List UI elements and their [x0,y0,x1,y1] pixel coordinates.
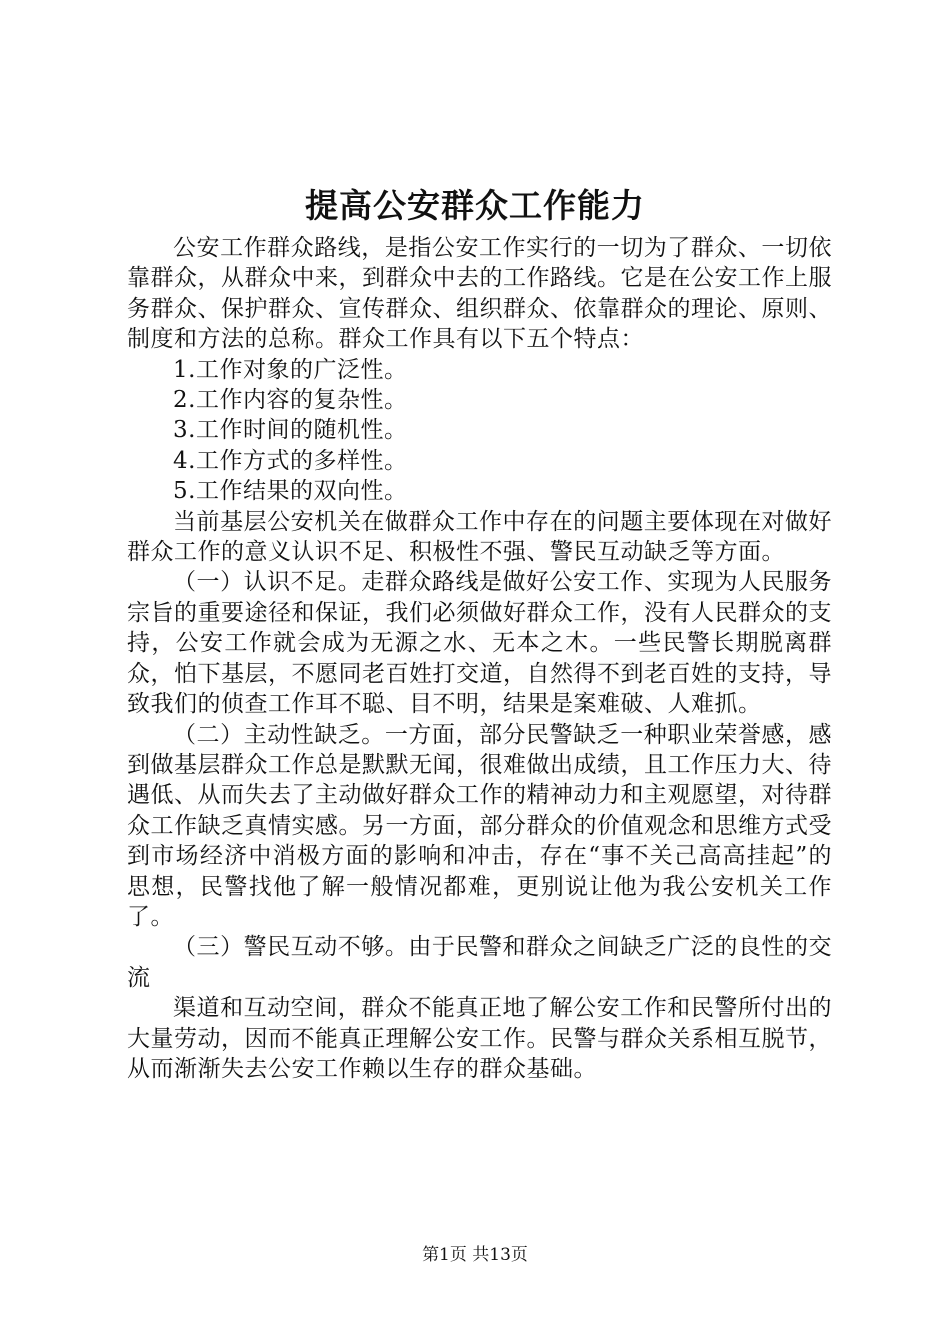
section-3-continuation-paragraph: 渠道和互动空间，群众不能真正地了解公安工作和民警所付出的大量劳动，因而不能真正理解公安工作。民警与群众关系相互脱节，从而渐渐失去公安工作赖以生存的群众基础。 [127,995,832,1082]
feature-item-4: 4.工作方式的多样性。 [173,447,408,474]
section-3-paragraph: （三）警民互动不够。由于民警和群众之间缺乏广泛的良性的交流 [127,934,832,991]
section-1-paragraph: （一）认识不足。走群众路线是做好公安工作、实现为人民服务宗旨的重要途径和保证，我们必须做好群众工作，没有人民群众的支持，公安工作就会成为无源之水、无本之木。一些民警长期脱离群众，怕下基层，不愿同老百姓打交道，自然得不到老百姓的支持，导致我们的侦查工作耳不聪、目不明，结果是案难破、人难抓。 [127,569,832,718]
document-body [127,233,832,1084]
feature-item-1: 1.工作对象的广泛性。 [173,356,408,383]
page-number: 第1页 共13页 [422,1245,528,1265]
feature-item-2: 2.工作内容的复杂性。 [173,387,408,414]
problems-summary-paragraph: 当前基层公安机关在做群众工作中存在的问题主要体现在对做好群众工作的意义认识不足、积极性不强、警民互动缺乏等方面。 [127,508,832,566]
document-title: 提高公安群众工作能力 [305,186,645,225]
section-2-paragraph: （二）主动性缺乏。一方面，部分民警缺乏一种职业荣誉感，感到做基层群众工作总是默默无闻，很难做出成绩，且工作压力大、待遇低、从而失去了主动做好群众工作的精神动力和主观愿望，对待群众工作缺乏真情实感。另一方面，部分群众的价值观念和思维方式受到市场经济中消极方面的影响和冲击，存在“事不关己高高挂起”的思想，民警找他了解一般情况都难，更别说让他为我公安机关工作了。 [127,721,832,930]
feature-item-3: 3.工作时间的随机性。 [173,417,408,444]
intro-paragraph: 公安工作群众路线，是指公安工作实行的一切为了群众、一切依靠群众，从群众中来，到群众中去的工作路线。它是在公安工作上服务群众、保护群众、宣传群众、组织群众、依靠群众的理论、原则、制度和方法的总称。群众工作具有以下五个特点： [127,235,832,353]
feature-item-5: 5.工作结果的双向性。 [173,478,408,505]
